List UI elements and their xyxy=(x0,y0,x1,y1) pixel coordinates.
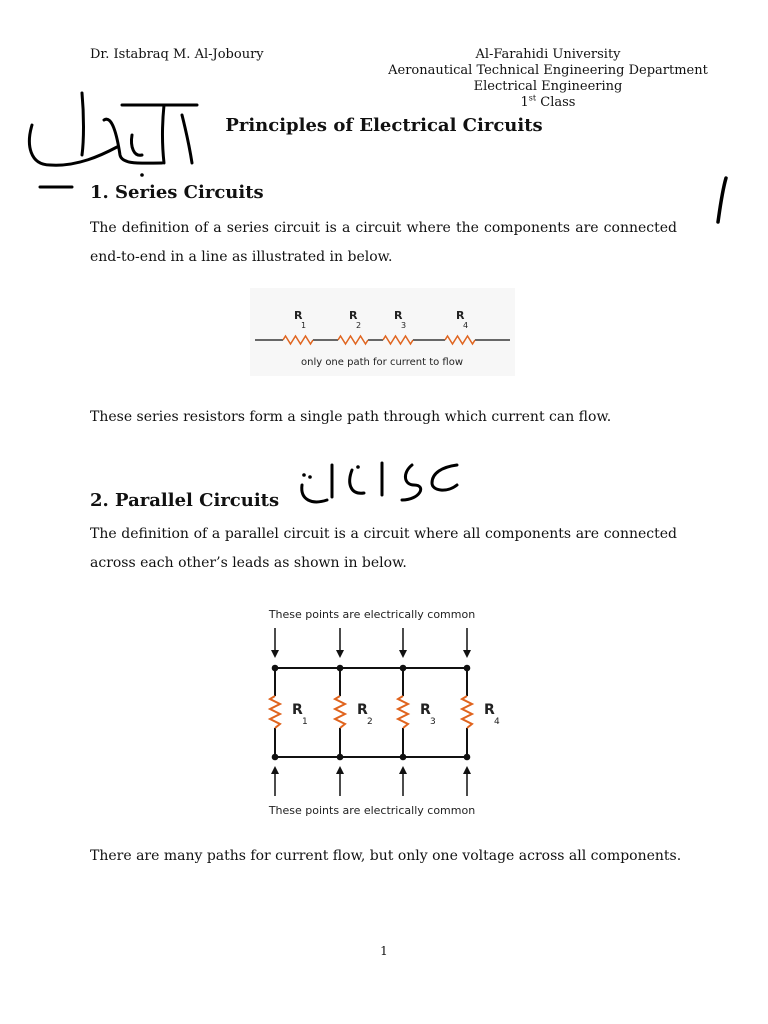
department-name: Aeronautical Technical Engineering Department xyxy=(388,63,708,78)
series-resistor-label-1: R xyxy=(294,309,303,322)
handwriting-parallel-note xyxy=(292,455,462,510)
parallel-resistor-label-2: R xyxy=(357,702,368,718)
parallel-definition: The definition of a parallel circuit is a circuit where all components are connected across each other’s leads as shown in below. xyxy=(90,526,677,571)
series-note: These series resistors form a single path through which current can flow. xyxy=(90,409,612,425)
class-level xyxy=(378,95,718,111)
parallel-top-caption: These points are electrically common xyxy=(268,608,476,621)
parallel-top-node-2 xyxy=(337,665,344,672)
parallel-bottom-node-3 xyxy=(400,754,407,761)
page-title: Principles of Electrical Circuits xyxy=(225,115,543,136)
series-resistor-subscript-3: 3 xyxy=(401,321,407,330)
handwriting-page-mark xyxy=(708,172,738,228)
parallel-resistor-subscript-1: 1 xyxy=(302,717,308,727)
section-heading-series: 1. Series Circuits xyxy=(90,182,264,203)
parallel-resistor-label-1: R xyxy=(292,702,303,718)
parallel-resistor-label-3: R xyxy=(420,702,431,718)
series-circuit-figure xyxy=(250,288,515,376)
subject-name: Electrical Engineering xyxy=(473,79,623,94)
class-word: Class xyxy=(540,95,576,110)
series-resistor-subscript-2: 2 xyxy=(356,321,362,330)
series-definition: The definition of a series circuit is a circuit where the components are connected end-to-end in a line as illustrated in below. xyxy=(90,220,677,265)
author-name: Dr. Istabraq M. Al-Joboury xyxy=(90,47,264,62)
parallel-resistor-label-4: R xyxy=(484,702,495,718)
parallel-top-node-4 xyxy=(464,665,471,672)
series-resistor-subscript-4: 4 xyxy=(463,321,469,330)
parallel-note: There are many paths for current flow, but only one voltage across all components. xyxy=(90,848,682,864)
parallel-bottom-caption: These points are electrically common xyxy=(268,804,476,817)
section-heading-parallel: 2. Parallel Circuits xyxy=(90,490,280,511)
parallel-top-node-3 xyxy=(400,665,407,672)
parallel-bottom-node-4 xyxy=(464,754,471,761)
university-name: Al-Farahidi University xyxy=(475,47,621,62)
parallel-bottom-node-1 xyxy=(272,754,279,761)
series-resistor-label-2: R xyxy=(349,309,358,322)
parallel-resistor-subscript-2: 2 xyxy=(367,717,373,727)
page-number: 1 xyxy=(380,944,388,958)
parallel-circuit-figure xyxy=(260,600,510,825)
handwriting-series-note xyxy=(22,85,212,195)
series-caption: only one path for current to flow xyxy=(300,357,464,368)
series-resistor-subscript-1: 1 xyxy=(301,321,307,330)
parallel-bottom-node-2 xyxy=(337,754,344,761)
institution-block xyxy=(378,47,718,111)
parallel-resistor-subscript-3: 3 xyxy=(430,717,436,727)
parallel-top-node-1 xyxy=(272,665,279,672)
class-suffix: st xyxy=(528,93,537,103)
series-resistor-label-4: R xyxy=(456,309,465,322)
series-resistor-label-3: R xyxy=(394,309,403,322)
class-number: 1 xyxy=(520,95,529,110)
parallel-resistor-subscript-4: 4 xyxy=(494,717,500,727)
